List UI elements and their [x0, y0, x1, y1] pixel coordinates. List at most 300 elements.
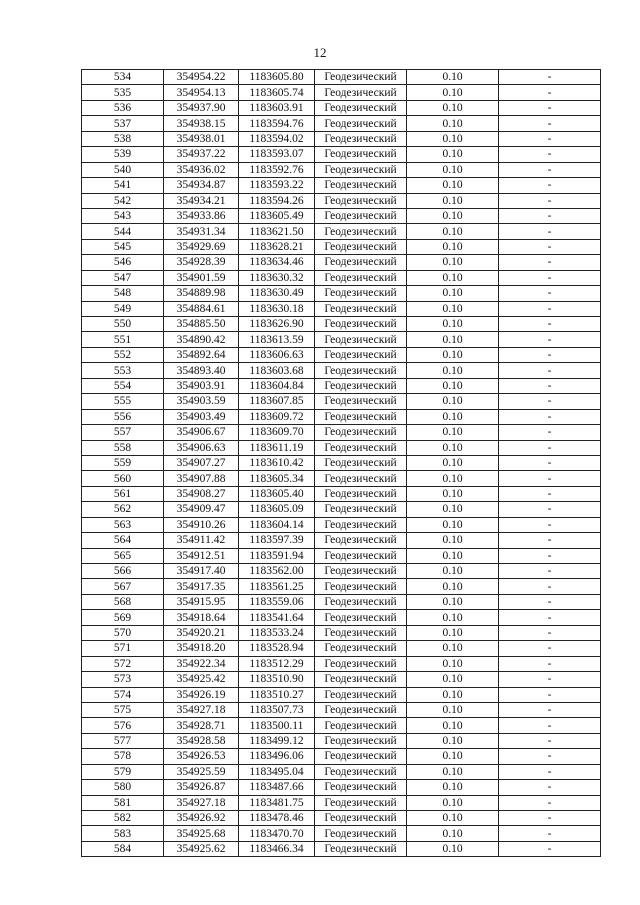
y-coordinate-cell: 1183605.40 [239, 486, 315, 501]
y-coordinate-cell: 1183630.49 [239, 286, 315, 301]
accuracy-cell: 0.10 [407, 455, 499, 470]
table-row [82, 239, 601, 254]
note-cell: - [499, 579, 601, 594]
accuracy-cell: 0.10 [407, 178, 499, 193]
y-coordinate-cell: 1183510.27 [239, 687, 315, 702]
y-coordinate-cell: 1183470.70 [239, 826, 315, 841]
x-coordinate-cell: 354928.71 [164, 718, 239, 733]
note-cell: - [499, 733, 601, 748]
x-coordinate-cell: 354884.61 [164, 301, 239, 316]
accuracy-cell: 0.10 [407, 749, 499, 764]
accuracy-cell: 0.10 [407, 147, 499, 162]
table-row [82, 641, 601, 656]
table-row [82, 594, 601, 609]
accuracy-cell: 0.10 [407, 764, 499, 779]
x-coordinate-cell: 354938.01 [164, 131, 239, 146]
method-cell: Геодезический [315, 178, 407, 193]
method-cell: Геодезический [315, 548, 407, 563]
y-coordinate-cell: 1183610.42 [239, 455, 315, 470]
x-coordinate-cell: 354926.19 [164, 687, 239, 702]
y-coordinate-cell: 1183605.09 [239, 502, 315, 517]
method-cell: Геодезический [315, 733, 407, 748]
note-cell: - [499, 749, 601, 764]
accuracy-cell: 0.10 [407, 517, 499, 532]
method-cell: Геодезический [315, 301, 407, 316]
method-cell: Геодезический [315, 455, 407, 470]
table-row [82, 579, 601, 594]
method-cell: Геодезический [315, 841, 407, 856]
y-coordinate-cell: 1183606.63 [239, 347, 315, 362]
accuracy-cell: 0.10 [407, 255, 499, 270]
note-cell: - [499, 193, 601, 208]
point-number-cell: 546 [82, 255, 164, 270]
accuracy-cell: 0.10 [407, 85, 499, 100]
x-coordinate-cell: 354954.13 [164, 85, 239, 100]
point-number-cell: 539 [82, 147, 164, 162]
accuracy-cell: 0.10 [407, 718, 499, 733]
y-coordinate-cell: 1183634.46 [239, 255, 315, 270]
accuracy-cell: 0.10 [407, 841, 499, 856]
note-cell: - [499, 270, 601, 285]
x-coordinate-cell: 354934.21 [164, 193, 239, 208]
method-cell: Геодезический [315, 147, 407, 162]
note-cell: - [499, 610, 601, 625]
y-coordinate-cell: 1183604.84 [239, 378, 315, 393]
y-coordinate-cell: 1183512.29 [239, 656, 315, 671]
y-coordinate-cell: 1183626.90 [239, 317, 315, 332]
x-coordinate-cell: 354926.53 [164, 749, 239, 764]
table-row [82, 749, 601, 764]
x-coordinate-cell: 354931.34 [164, 224, 239, 239]
note-cell: - [499, 471, 601, 486]
accuracy-cell: 0.10 [407, 394, 499, 409]
accuracy-cell: 0.10 [407, 594, 499, 609]
y-coordinate-cell: 1183594.02 [239, 131, 315, 146]
y-coordinate-cell: 1183562.00 [239, 564, 315, 579]
table-row [82, 131, 601, 146]
note-cell: - [499, 548, 601, 563]
y-coordinate-cell: 1183559.06 [239, 594, 315, 609]
method-cell: Геодезический [315, 317, 407, 332]
table-row [82, 100, 601, 115]
x-coordinate-cell: 354906.67 [164, 425, 239, 440]
point-number-cell: 565 [82, 548, 164, 563]
table-row [82, 517, 601, 532]
table-row [82, 193, 601, 208]
point-number-cell: 548 [82, 286, 164, 301]
point-number-cell: 559 [82, 455, 164, 470]
y-coordinate-cell: 1183605.49 [239, 208, 315, 223]
x-coordinate-cell: 354922.34 [164, 656, 239, 671]
note-cell: - [499, 116, 601, 131]
point-number-cell: 571 [82, 641, 164, 656]
table-row [82, 471, 601, 486]
accuracy-cell: 0.10 [407, 826, 499, 841]
point-number-cell: 550 [82, 317, 164, 332]
note-cell: - [499, 702, 601, 717]
note-cell: - [499, 239, 601, 254]
y-coordinate-cell: 1183630.18 [239, 301, 315, 316]
accuracy-cell: 0.10 [407, 70, 499, 85]
method-cell: Геодезический [315, 255, 407, 270]
method-cell: Геодезический [315, 440, 407, 455]
table-row [82, 317, 601, 332]
table-row [82, 841, 601, 856]
table-row [82, 625, 601, 640]
accuracy-cell: 0.10 [407, 270, 499, 285]
table-row [82, 795, 601, 810]
x-coordinate-cell: 354917.40 [164, 564, 239, 579]
x-coordinate-cell: 354885.50 [164, 317, 239, 332]
accuracy-cell: 0.10 [407, 625, 499, 640]
x-coordinate-cell: 354928.39 [164, 255, 239, 270]
accuracy-cell: 0.10 [407, 440, 499, 455]
table-row [82, 116, 601, 131]
method-cell: Геодезический [315, 100, 407, 115]
point-number-cell: 542 [82, 193, 164, 208]
method-cell: Геодезический [315, 641, 407, 656]
method-cell: Геодезический [315, 718, 407, 733]
accuracy-cell: 0.10 [407, 811, 499, 826]
accuracy-cell: 0.10 [407, 656, 499, 671]
method-cell: Геодезический [315, 394, 407, 409]
table-row [82, 178, 601, 193]
point-number-cell: 584 [82, 841, 164, 856]
coordinates-table [81, 69, 601, 857]
accuracy-cell: 0.10 [407, 425, 499, 440]
method-cell: Геодезический [315, 579, 407, 594]
table-row [82, 440, 601, 455]
note-cell: - [499, 795, 601, 810]
method-cell: Геодезический [315, 517, 407, 532]
accuracy-cell: 0.10 [407, 193, 499, 208]
table-row [82, 656, 601, 671]
x-coordinate-cell: 354954.22 [164, 70, 239, 85]
note-cell: - [499, 347, 601, 362]
method-cell: Геодезический [315, 656, 407, 671]
point-number-cell: 552 [82, 347, 164, 362]
table-row [82, 780, 601, 795]
y-coordinate-cell: 1183496.06 [239, 749, 315, 764]
point-number-cell: 574 [82, 687, 164, 702]
note-cell: - [499, 409, 601, 424]
accuracy-cell: 0.10 [407, 100, 499, 115]
x-coordinate-cell: 354915.95 [164, 594, 239, 609]
point-number-cell: 560 [82, 471, 164, 486]
method-cell: Геодезический [315, 594, 407, 609]
note-cell: - [499, 502, 601, 517]
table-row [82, 347, 601, 362]
note-cell: - [499, 378, 601, 393]
point-number-cell: 535 [82, 85, 164, 100]
method-cell: Геодезический [315, 502, 407, 517]
x-coordinate-cell: 354912.51 [164, 548, 239, 563]
table-row [82, 425, 601, 440]
note-cell: - [499, 286, 601, 301]
accuracy-cell: 0.10 [407, 162, 499, 177]
method-cell: Геодезический [315, 409, 407, 424]
y-coordinate-cell: 1183593.22 [239, 178, 315, 193]
note-cell: - [499, 100, 601, 115]
table-row [82, 502, 601, 517]
x-coordinate-cell: 354936.02 [164, 162, 239, 177]
point-number-cell: 545 [82, 239, 164, 254]
method-cell: Геодезический [315, 564, 407, 579]
y-coordinate-cell: 1183594.26 [239, 193, 315, 208]
accuracy-cell: 0.10 [407, 702, 499, 717]
method-cell: Геодезический [315, 131, 407, 146]
point-number-cell: 570 [82, 625, 164, 640]
x-coordinate-cell: 354903.91 [164, 378, 239, 393]
y-coordinate-cell: 1183507.73 [239, 702, 315, 717]
method-cell: Геодезический [315, 70, 407, 85]
accuracy-cell: 0.10 [407, 672, 499, 687]
point-number-cell: 547 [82, 270, 164, 285]
point-number-cell: 543 [82, 208, 164, 223]
point-number-cell: 538 [82, 131, 164, 146]
point-number-cell: 566 [82, 564, 164, 579]
note-cell: - [499, 780, 601, 795]
method-cell: Геодезический [315, 116, 407, 131]
table-row [82, 363, 601, 378]
accuracy-cell: 0.10 [407, 502, 499, 517]
note-cell: - [499, 687, 601, 702]
note-cell: - [499, 332, 601, 347]
table-row [82, 702, 601, 717]
y-coordinate-cell: 1183611.19 [239, 440, 315, 455]
table-row [82, 208, 601, 223]
x-coordinate-cell: 354926.92 [164, 811, 239, 826]
table-row [82, 455, 601, 470]
y-coordinate-cell: 1183613.59 [239, 332, 315, 347]
note-cell: - [499, 594, 601, 609]
x-coordinate-cell: 354925.42 [164, 672, 239, 687]
method-cell: Геодезический [315, 425, 407, 440]
note-cell: - [499, 718, 601, 733]
accuracy-cell: 0.10 [407, 317, 499, 332]
method-cell: Геодезический [315, 224, 407, 239]
x-coordinate-cell: 354910.26 [164, 517, 239, 532]
table-row [82, 85, 601, 100]
table-row [82, 548, 601, 563]
x-coordinate-cell: 354917.35 [164, 579, 239, 594]
point-number-cell: 534 [82, 70, 164, 85]
note-cell: - [499, 363, 601, 378]
accuracy-cell: 0.10 [407, 131, 499, 146]
x-coordinate-cell: 354934.87 [164, 178, 239, 193]
x-coordinate-cell: 354907.88 [164, 471, 239, 486]
x-coordinate-cell: 354925.68 [164, 826, 239, 841]
note-cell: - [499, 826, 601, 841]
point-number-cell: 554 [82, 378, 164, 393]
accuracy-cell: 0.10 [407, 795, 499, 810]
accuracy-cell: 0.10 [407, 641, 499, 656]
y-coordinate-cell: 1183495.04 [239, 764, 315, 779]
x-coordinate-cell: 354889.98 [164, 286, 239, 301]
y-coordinate-cell: 1183607.85 [239, 394, 315, 409]
y-coordinate-cell: 1183561.25 [239, 579, 315, 594]
table-row [82, 286, 601, 301]
point-number-cell: 561 [82, 486, 164, 501]
method-cell: Геодезический [315, 208, 407, 223]
method-cell: Геодезический [315, 471, 407, 486]
accuracy-cell: 0.10 [407, 208, 499, 223]
method-cell: Геодезический [315, 363, 407, 378]
table-row [82, 564, 601, 579]
method-cell: Геодезический [315, 780, 407, 795]
note-cell: - [499, 625, 601, 640]
x-coordinate-cell: 354901.59 [164, 270, 239, 285]
x-coordinate-cell: 354937.90 [164, 100, 239, 115]
note-cell: - [499, 764, 601, 779]
method-cell: Геодезический [315, 826, 407, 841]
note-cell: - [499, 841, 601, 856]
page-number: 12 [313, 45, 327, 60]
x-coordinate-cell: 354893.40 [164, 363, 239, 378]
point-number-cell: 553 [82, 363, 164, 378]
x-coordinate-cell: 354928.58 [164, 733, 239, 748]
accuracy-cell: 0.10 [407, 471, 499, 486]
method-cell: Геодезический [315, 85, 407, 100]
coordinates-table-body [82, 70, 601, 857]
table-row [82, 394, 601, 409]
y-coordinate-cell: 1183533.24 [239, 625, 315, 640]
x-coordinate-cell: 354926.87 [164, 780, 239, 795]
point-number-cell: 549 [82, 301, 164, 316]
y-coordinate-cell: 1183605.80 [239, 70, 315, 85]
table-row [82, 533, 601, 548]
method-cell: Геодезический [315, 286, 407, 301]
method-cell: Геодезический [315, 239, 407, 254]
table-row [82, 224, 601, 239]
x-coordinate-cell: 354918.20 [164, 641, 239, 656]
point-number-cell: 575 [82, 702, 164, 717]
table-row [82, 147, 601, 162]
point-number-cell: 567 [82, 579, 164, 594]
point-number-cell: 580 [82, 780, 164, 795]
table-row [82, 301, 601, 316]
point-number-cell: 582 [82, 811, 164, 826]
point-number-cell: 540 [82, 162, 164, 177]
accuracy-cell: 0.10 [407, 486, 499, 501]
table-row [82, 764, 601, 779]
x-coordinate-cell: 354920.21 [164, 625, 239, 640]
y-coordinate-cell: 1183603.91 [239, 100, 315, 115]
point-number-cell: 569 [82, 610, 164, 625]
y-coordinate-cell: 1183628.21 [239, 239, 315, 254]
x-coordinate-cell: 354925.59 [164, 764, 239, 779]
point-number-cell: 572 [82, 656, 164, 671]
table-row [82, 332, 601, 347]
point-number-cell: 576 [82, 718, 164, 733]
y-coordinate-cell: 1183630.32 [239, 270, 315, 285]
table-row [82, 610, 601, 625]
note-cell: - [499, 162, 601, 177]
accuracy-cell: 0.10 [407, 224, 499, 239]
method-cell: Геодезический [315, 486, 407, 501]
y-coordinate-cell: 1183609.70 [239, 425, 315, 440]
y-coordinate-cell: 1183541.64 [239, 610, 315, 625]
y-coordinate-cell: 1183528.94 [239, 641, 315, 656]
point-number-cell: 537 [82, 116, 164, 131]
note-cell: - [499, 656, 601, 671]
point-number-cell: 564 [82, 533, 164, 548]
note-cell: - [499, 147, 601, 162]
x-coordinate-cell: 354907.27 [164, 455, 239, 470]
y-coordinate-cell: 1183621.50 [239, 224, 315, 239]
method-cell: Геодезический [315, 687, 407, 702]
table-row [82, 162, 601, 177]
point-number-cell: 583 [82, 826, 164, 841]
method-cell: Геодезический [315, 332, 407, 347]
accuracy-cell: 0.10 [407, 378, 499, 393]
method-cell: Геодезический [315, 193, 407, 208]
x-coordinate-cell: 354903.59 [164, 394, 239, 409]
table-row [82, 811, 601, 826]
method-cell: Геодезический [315, 270, 407, 285]
accuracy-cell: 0.10 [407, 332, 499, 347]
x-coordinate-cell: 354906.63 [164, 440, 239, 455]
point-number-cell: 556 [82, 409, 164, 424]
note-cell: - [499, 178, 601, 193]
method-cell: Геодезический [315, 533, 407, 548]
note-cell: - [499, 394, 601, 409]
note-cell: - [499, 533, 601, 548]
point-number-cell: 536 [82, 100, 164, 115]
method-cell: Геодезический [315, 625, 407, 640]
table-row [82, 70, 601, 85]
table-row [82, 255, 601, 270]
x-coordinate-cell: 354911.42 [164, 533, 239, 548]
y-coordinate-cell: 1183592.76 [239, 162, 315, 177]
point-number-cell: 578 [82, 749, 164, 764]
table-row [82, 409, 601, 424]
y-coordinate-cell: 1183604.14 [239, 517, 315, 532]
y-coordinate-cell: 1183466.34 [239, 841, 315, 856]
point-number-cell: 551 [82, 332, 164, 347]
y-coordinate-cell: 1183500.11 [239, 718, 315, 733]
note-cell: - [499, 301, 601, 316]
note-cell: - [499, 641, 601, 656]
table-row [82, 718, 601, 733]
accuracy-cell: 0.10 [407, 687, 499, 702]
y-coordinate-cell: 1183605.74 [239, 85, 315, 100]
note-cell: - [499, 486, 601, 501]
note-cell: - [499, 517, 601, 532]
table-row [82, 672, 601, 687]
accuracy-cell: 0.10 [407, 548, 499, 563]
point-number-cell: 557 [82, 425, 164, 440]
x-coordinate-cell: 354933.86 [164, 208, 239, 223]
accuracy-cell: 0.10 [407, 564, 499, 579]
note-cell: - [499, 255, 601, 270]
note-cell: - [499, 224, 601, 239]
table-row [82, 378, 601, 393]
accuracy-cell: 0.10 [407, 579, 499, 594]
point-number-cell: 573 [82, 672, 164, 687]
y-coordinate-cell: 1183591.94 [239, 548, 315, 563]
note-cell: - [499, 440, 601, 455]
accuracy-cell: 0.10 [407, 409, 499, 424]
x-coordinate-cell: 354929.69 [164, 239, 239, 254]
point-number-cell: 568 [82, 594, 164, 609]
note-cell: - [499, 455, 601, 470]
accuracy-cell: 0.10 [407, 610, 499, 625]
table-row [82, 733, 601, 748]
method-cell: Геодезический [315, 347, 407, 362]
accuracy-cell: 0.10 [407, 363, 499, 378]
x-coordinate-cell: 354938.15 [164, 116, 239, 131]
